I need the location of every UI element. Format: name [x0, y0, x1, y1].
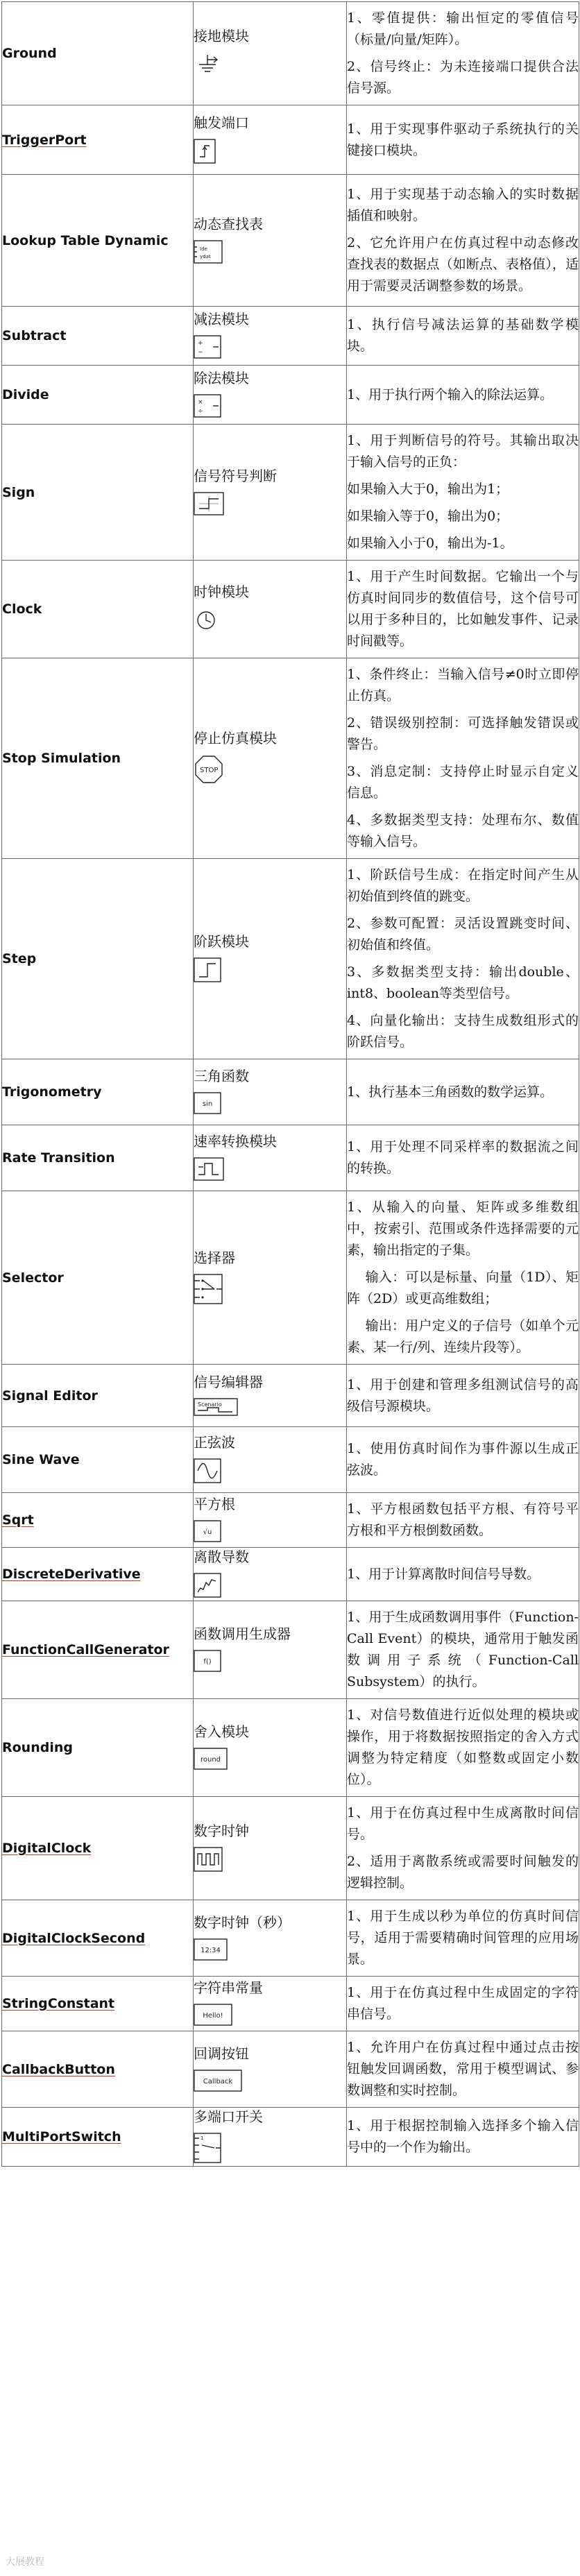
svg-text:12:34: 12:34 [201, 1946, 221, 1954]
description-text: 如果输入小于0，输出为-1。 [347, 536, 513, 551]
block-cell [194, 1191, 347, 1365]
block-name: Divide [2, 387, 49, 402]
block-label: 离散导数 [194, 1549, 249, 1565]
description-text: 2、信号终止：为未连接端口提供合法信号源。 [347, 59, 579, 96]
description-text: 1、用于处理不同采样率的数据流之间的转换。 [347, 1139, 579, 1176]
description-text: 1、用于创建和管理多组测试信号的高级信号源模块。 [347, 1376, 579, 1414]
block-name-cell [2, 1059, 194, 1125]
block-name-cell [2, 1548, 194, 1601]
block-label: 字符串常量 [194, 1979, 263, 1996]
description-text: 4、多数据类型支持：处理布尔、数值等输入信号。 [347, 812, 579, 849]
block-name[interactable]: DigitalClock [2, 1841, 92, 1856]
description-text: 1、用于实现基于动态输入的实时数据插值和映射。 [347, 187, 579, 223]
description-cell [347, 859, 579, 1059]
description-text: 2、参数可配置：灵活设置跳变时间、初始值和终值。 [347, 916, 579, 953]
table-row [2, 658, 579, 859]
selector-icon [194, 1274, 346, 1307]
block-label: 函数调用生成器 [194, 1626, 291, 1642]
table-row [2, 1797, 579, 1900]
sqrt-icon [194, 1520, 346, 1545]
description-cell [347, 658, 579, 859]
block-table [1, 1, 579, 2167]
description-text: 1、用于根据控制输入选择多个输入信号中的一个作为输出。 [347, 2118, 579, 2155]
description-text: 3、多数据类型支持：输出double、int8、boolean等类型信号。 [347, 964, 579, 1001]
description-text: 1、用于在仿真过程中生成离散时间信号。 [347, 1805, 579, 1842]
description-cell [347, 1601, 579, 1699]
table-row [2, 1493, 579, 1548]
block-name: Step [2, 951, 37, 966]
signal-editor-icon [194, 1398, 346, 1419]
block-name-cell [2, 105, 194, 175]
svg-text:Callback: Callback [203, 2077, 233, 2085]
block-name[interactable]: Sqrt [2, 1512, 34, 1528]
block-label: 停止仿真模块 [194, 730, 277, 747]
description-text: 输出：用户定义的子信号（如单个元素、某一行/列、连续片段等）。 [347, 1318, 579, 1355]
block-cell [194, 366, 347, 425]
stop-icon [194, 754, 346, 787]
description-text: 1、用于计算离散时间信号导数。 [347, 1566, 540, 1582]
svg-text:1: 1 [201, 2135, 204, 2141]
block-label: 时钟模块 [194, 583, 249, 600]
block-label: 正弦波 [194, 1434, 235, 1451]
block-name-cell [2, 1797, 194, 1900]
description-text: 1、用于产生时间数据。它输出一个与仿真时间同步的数值信号，这个信号可以用于多种目的，比如触发事件、记录时间戳等。 [347, 569, 579, 649]
block-name-cell [2, 425, 194, 561]
block-name-cell [2, 859, 194, 1059]
block-label: 信号符号判断 [194, 467, 277, 484]
sign-icon [194, 492, 346, 518]
block-name-cell [2, 561, 194, 658]
block-label: 动态查找表 [194, 215, 263, 232]
block-name-cell [2, 1427, 194, 1493]
block-label: 信号编辑器 [194, 1373, 263, 1390]
block-name: Trigonometry [2, 1084, 102, 1100]
description-text: 2、错误级别控制：可选择触发错误或警告。 [347, 715, 579, 752]
description-cell [347, 1125, 579, 1191]
block-name-cell [2, 175, 194, 307]
block-cell [194, 658, 347, 859]
description-text: 如果输入等于0，输出为0； [347, 509, 509, 524]
block-name-cell [2, 1900, 194, 1977]
table-row [2, 1601, 579, 1699]
block-label: 回调按钮 [194, 2045, 249, 2062]
block-cell [194, 1601, 347, 1699]
block-label: 阶跃模块 [194, 933, 249, 950]
description-cell [347, 2031, 579, 2108]
table-row [2, 2108, 579, 2167]
block-cell [194, 1125, 347, 1191]
table-row [2, 859, 579, 1059]
sin-icon [194, 1092, 346, 1117]
multiport-switch-icon [194, 2133, 346, 2166]
description-text: 1、允许用户在仿真过程中通过点击按钮触发回调函数，常用于模型调试、参数调整和实时控制。 [347, 2040, 579, 2098]
description-text: 1、从输入的向量、矩阵或多维数组中，按索引、范围或条件选择需要的元素，输出指定的子集。 [347, 1200, 579, 1258]
ground-icon [194, 52, 346, 80]
table-row [2, 1059, 579, 1125]
block-label: 三角函数 [194, 1068, 249, 1084]
block-label: 选择器 [194, 1249, 235, 1266]
block-name: Stop Simulation [2, 751, 121, 766]
watermark: 大展教程 [6, 2557, 44, 2568]
block-name: Selector [2, 1270, 64, 1286]
block-name[interactable]: StringConstant [2, 1996, 115, 2011]
rounding-icon [194, 1748, 346, 1773]
description-text: 输入：可以是标量、向量（1D）、矩阵（2D）或更高维数组； [347, 1270, 579, 1306]
block-name-cell [2, 1977, 194, 2031]
svg-text:−: − [198, 349, 203, 356]
table-row [2, 425, 579, 561]
block-name-cell [2, 1699, 194, 1797]
svg-text:Hello!: Hello! [203, 2012, 223, 2020]
discrete-derivative-icon [194, 1573, 346, 1601]
divide-icon [194, 394, 346, 420]
description-cell [347, 105, 579, 175]
rate-transition-icon [194, 1157, 346, 1184]
block-label: 减法模块 [194, 311, 249, 327]
block-name-cell [2, 658, 194, 859]
description-cell [347, 425, 579, 561]
description-text: 1、用于执行两个输入的除法运算。 [347, 386, 554, 402]
block-cell [194, 105, 347, 175]
table-row [2, 105, 579, 175]
table-row [2, 1191, 579, 1365]
description-text: 1、执行基本三角函数的数学运算。 [347, 1084, 554, 1100]
table-row [2, 561, 579, 658]
table-row [2, 1548, 579, 1601]
block-name: Sine Wave [2, 1452, 80, 1467]
description-text: 1、使用仿真时间作为事件源以生成正弦波。 [347, 1441, 579, 1478]
block-cell [194, 859, 347, 1059]
block-name-cell [2, 307, 194, 366]
table-row [2, 1125, 579, 1191]
block-name[interactable]: DiscreteDerivative [2, 1567, 141, 1582]
table-row [2, 1365, 579, 1427]
block-label: 接地模块 [194, 28, 249, 44]
table-row [2, 175, 579, 307]
description-cell [347, 1699, 579, 1797]
block-label: 速率转换模块 [194, 1133, 277, 1150]
digital-clock-icon [194, 1847, 346, 1875]
block-name: Clock [2, 602, 42, 617]
block-name: Signal Editor [2, 1388, 98, 1404]
block-cell [194, 2, 347, 105]
trigger-icon [194, 139, 346, 167]
block-name-cell [2, 2031, 194, 2108]
svg-text:÷: ÷ [198, 408, 203, 415]
block-name: Subtract [2, 328, 67, 343]
block-label: 平方根 [194, 1496, 235, 1512]
block-cell [194, 1365, 347, 1427]
description-text: 2、适用于离散系统或需要时间触发的逻辑控制。 [347, 1854, 579, 1891]
description-text: 1、用于实现事件驱动子系统执行的关键接口模块。 [347, 121, 579, 158]
block-name[interactable]: DigitalClockSecond [2, 1930, 146, 1946]
description-text: 3、消息定制：支持停止时显示自定义信息。 [347, 764, 579, 801]
description-cell [347, 1493, 579, 1548]
description-text: 1、零值提供：输出恒定的零值信号（标量/向量/矩阵）。 [347, 10, 579, 47]
block-name-cell [2, 366, 194, 425]
block-name-cell [2, 2, 194, 105]
subtract-icon [194, 335, 346, 361]
svg-text:ydat: ydat [200, 253, 211, 259]
description-text: 1、对信号数值进行近似处理的模块或操作，用于将数据按照指定的舍入方式调整为特定精度（如整数或固定小数位）。 [347, 1707, 579, 1787]
block-cell [194, 175, 347, 307]
description-text: 1、用于生成函数调用事件（Function-Call Event）的模块，通常用于触发函数调用子系统（Function-Call Subsystem）的执行。 [347, 1610, 579, 1689]
block-name: Ground [2, 46, 57, 61]
block-label: 数字时钟（秒） [194, 1913, 291, 1931]
svg-text:sin: sin [202, 1100, 213, 1108]
block-name: Rounding [2, 1740, 73, 1755]
description-text: 2、它允许用户在仿真过程中动态修改查找表的数据点（如断点、表格值），适用于需要灵活调整参数的场景。 [347, 235, 579, 293]
block-name-cell [2, 1191, 194, 1365]
description-cell [347, 1427, 579, 1493]
description-cell [347, 1900, 579, 1977]
block-cell [194, 1059, 347, 1125]
description-cell [347, 366, 579, 425]
description-text: 1、执行信号减法运算的基础数学模块。 [347, 317, 579, 354]
table-row [2, 2, 579, 105]
block-name-cell [2, 1365, 194, 1427]
block-label: 除法模块 [194, 370, 249, 386]
block-name: Rate Transition [2, 1150, 115, 1166]
svg-text:+: + [198, 340, 203, 347]
block-cell [194, 425, 347, 561]
block-cell [194, 307, 347, 366]
description-cell [347, 1191, 579, 1365]
block-label: 触发端口 [194, 114, 249, 131]
table-row [2, 307, 579, 366]
block-name-cell [2, 1125, 194, 1191]
callback-button-icon [194, 2070, 346, 2095]
block-label: 数字时钟 [194, 1823, 249, 1839]
block-name: Sign [2, 484, 35, 500]
block-cell [194, 1797, 347, 1900]
description-text: 1、条件终止：当输入信号≠0时立即停止仿真。 [347, 667, 579, 703]
block-cell [194, 561, 347, 658]
block-name[interactable]: TriggerPort [2, 132, 87, 148]
table-row [2, 1427, 579, 1493]
block-name-cell [2, 1493, 194, 1548]
table-row [2, 1900, 579, 1977]
description-text: 如果输入大于0，输出为1； [347, 481, 509, 497]
svg-text:×: × [198, 399, 203, 406]
block-cell [194, 1699, 347, 1797]
block-name-cell [2, 1601, 194, 1699]
block-cell [194, 1548, 347, 1601]
string-constant-icon [194, 2004, 346, 2029]
block-cell [194, 1977, 347, 2031]
lookup-table-icon [194, 240, 346, 266]
table-row [2, 1699, 579, 1797]
svg-text:round: round [200, 1756, 221, 1764]
description-text: 1、用于生成以秒为单位的仿真时间信号，适用于需要精确时间管理的应用场景。 [347, 1909, 579, 1967]
block-name[interactable]: FunctionCallGenerator [2, 1642, 169, 1657]
block-label: 多端口开关 [194, 2108, 263, 2125]
svg-text:√u: √u [203, 1528, 212, 1536]
block-name: Lookup Table Dynamic [2, 232, 169, 248]
description-cell [347, 175, 579, 307]
description-cell [347, 2108, 579, 2167]
block-table-body [2, 2, 579, 2167]
digital-clock-second-icon [194, 1938, 346, 1963]
description-text: 1、用于在仿真过程中生成固定的字符串信号。 [347, 1985, 579, 2022]
block-name[interactable]: CallbackButton [2, 2061, 115, 2077]
description-cell [347, 1548, 579, 1601]
block-cell [194, 1900, 347, 1977]
table-row [2, 2031, 579, 2108]
description-cell [347, 307, 579, 366]
svg-text:Ide: Ide [200, 246, 207, 252]
table-row [2, 1977, 579, 2031]
description-cell [347, 1365, 579, 1427]
table-row [2, 366, 579, 425]
function-call-icon [194, 1650, 346, 1675]
description-cell [347, 1977, 579, 2031]
block-cell [194, 2108, 347, 2167]
description-text: 1、用于判断信号的符号。其输出取决于输入信号的正负： [347, 433, 579, 470]
block-cell [194, 1493, 347, 1548]
description-cell [347, 2, 579, 105]
sine-wave-icon [194, 1458, 346, 1486]
description-cell [347, 1797, 579, 1900]
description-text: 4、向量化输出：支持生成数组形式的阶跃信号。 [347, 1013, 579, 1050]
block-cell [194, 1427, 347, 1493]
description-text: 1、阶跃信号生成：在指定时间产生从初始值到终值的跳变。 [347, 867, 579, 904]
block-name[interactable]: MultiPortSwitch [2, 2129, 121, 2144]
description-text: 1、平方根函数包括平方根、有符号平方根和平方根倒数函数。 [347, 1501, 579, 1538]
svg-text:STOP: STOP [200, 767, 219, 774]
description-cell [347, 561, 579, 658]
block-label: 舍入模块 [194, 1723, 249, 1740]
svg-text:Scenario: Scenario [198, 1401, 222, 1408]
clock-icon [194, 608, 346, 636]
svg-text:f(): f() [203, 1658, 212, 1666]
step-icon [194, 957, 346, 985]
description-cell [347, 1059, 579, 1125]
block-name-cell [2, 2108, 194, 2167]
block-cell [194, 2031, 347, 2108]
